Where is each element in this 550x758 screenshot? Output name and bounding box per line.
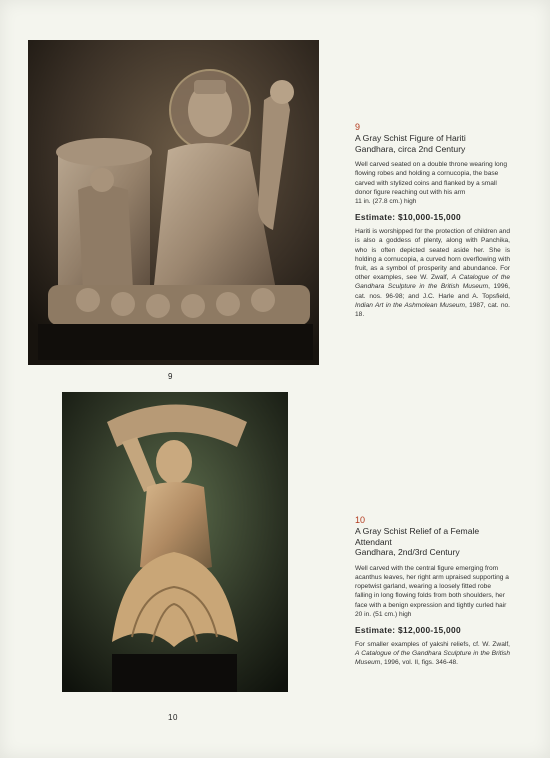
hariti-sculpture-image [28,40,319,365]
plate-10-photo [62,392,288,692]
lot-period: Gandhara, circa 2nd Century [355,143,466,154]
lot-estimate: Estimate: $12,000-15,000 [355,625,461,635]
plate-9-photo [28,40,319,365]
note-text: Hariti is worshipped for the protection of children and is also a goddess of plenty, along with Panchika, who is often depicted seated aside her. She is holding a cornucopia, a curved horn overflowing with fruit, as a symbol of prosperity and abundance. For other examples, see W. Zwalf, [355,228,510,282]
lot-number: 9 [355,122,361,132]
plate-number-9: 9 [168,372,173,381]
lot-period: Gandhara, 2nd/3rd Century [355,547,460,558]
lot-dimensions: 11 in. (27.8 cm.) high [355,198,417,205]
lot-title: A Gray Schist Relief of a Female [355,526,480,536]
note-title: A Catalogue of the Gandhara Sculpture in the British Museum [355,650,510,667]
note-text: For smaller examples of yakshi reliefs, cf. W. Zwalf, [355,641,510,648]
lot-note [355,227,510,319]
note-text: , 1996, vol. II, figs. 346-48. [380,659,459,667]
note-title: A Catalogue of the Gandhara Sculpture in the British Museum [355,274,510,291]
lot-dimensions: 20 in. (51 cm.) high [355,610,412,618]
lot-description: Well carved seated on a double throne wearing long flowing robes and holding a cornucopia, the base carved with stylized coins and flanked by a small donor figure reaching out with his arm [355,161,508,196]
note-title: Indian Art in the Ashmolean Museum [355,301,465,309]
note-text: , 1987, cat. no. 18. [355,301,510,319]
lot-title-continued: Attendant [355,536,392,547]
lot-10-entry [355,515,510,668]
lot-title: A Gray Schist Figure of Hariti [355,133,466,143]
female-attendant-relief-image [62,392,288,692]
lot-description: Well carved with the central figure emerging from acanthus leaves, her right arm upraised supporting a ropetwist garland, wearing a loosely fitted robe falling in long flowing folds from both shoulders, her face with a benign expression and tightly curled hair [355,564,509,609]
note-text: , 1996, cat. nos. 96-98; and J.C. Harle and A. Topsfield, [355,283,510,300]
lot-number: 10 [355,515,366,525]
lot-estimate: Estimate: $10,000-15,000 [355,212,461,223]
lot-note [355,640,510,668]
plate-number-10: 10 [168,713,178,722]
lot-9-entry [355,122,510,319]
